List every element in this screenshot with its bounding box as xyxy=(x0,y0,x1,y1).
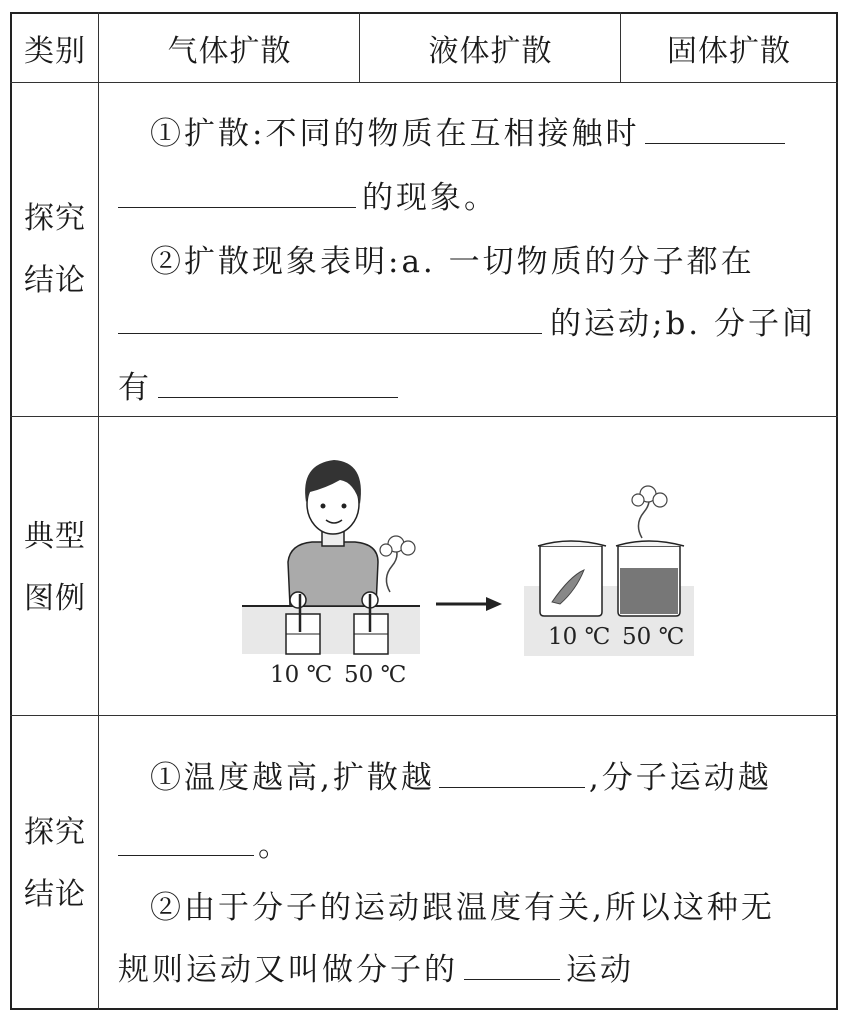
beaker-cold-after xyxy=(538,541,606,616)
label-line: 结论 xyxy=(24,877,86,912)
text: ,分子运动越 xyxy=(588,760,772,796)
answer-blank[interactable] xyxy=(118,332,542,334)
header-category: 类别 xyxy=(24,34,86,69)
text: 的运动;b. 分子间 xyxy=(550,306,816,342)
conclusion2-line-1 xyxy=(150,752,772,797)
row-label-illustration xyxy=(12,506,98,630)
conclusion-line-3: ②扩散现象表明:a. 一切物质的分子都在 xyxy=(150,244,755,280)
answer-blank[interactable] xyxy=(118,206,356,208)
row-divider xyxy=(10,416,838,417)
temp-cold-label: 10 ℃ xyxy=(270,662,333,688)
answer-blank[interactable] xyxy=(158,396,398,398)
student-figure xyxy=(288,460,378,608)
label-line: 结论 xyxy=(24,263,86,298)
steam-icon xyxy=(380,536,415,592)
table-surface xyxy=(242,606,420,654)
text: 的现象。 xyxy=(362,180,498,216)
diffusion-illustration xyxy=(230,452,710,702)
conclusion-line-2 xyxy=(118,172,498,217)
label-line: 图例 xyxy=(24,581,86,616)
answer-blank[interactable] xyxy=(439,786,585,788)
column-divider xyxy=(359,12,360,82)
temp-hot-after-label: 50 ℃ xyxy=(622,624,685,650)
answer-blank[interactable] xyxy=(118,854,254,856)
header-solid-diffusion: 固体扩散 xyxy=(667,34,791,69)
row-label-conclusion xyxy=(12,188,98,312)
temp-cold-after-label: 10 ℃ xyxy=(548,624,611,650)
answer-blank[interactable] xyxy=(464,978,560,980)
beaker-hot-after xyxy=(616,541,684,616)
answer-blank[interactable] xyxy=(645,142,785,144)
label-line: 典型 xyxy=(24,519,86,554)
column-divider xyxy=(620,12,621,82)
text: 运动 xyxy=(566,952,634,988)
steam-icon xyxy=(632,486,667,538)
text: 规则运动又叫做分子的 xyxy=(118,952,458,988)
header-liquid-diffusion: 液体扩散 xyxy=(428,34,553,69)
text: 。 xyxy=(258,828,292,864)
conclusion-line-1 xyxy=(150,108,785,153)
conclusion-line-5 xyxy=(118,362,398,407)
row-label-conclusion-2 xyxy=(12,802,98,926)
row-divider xyxy=(10,82,838,83)
row-divider xyxy=(10,715,838,716)
conclusion2-line-4 xyxy=(118,944,634,989)
label-line: 探究 xyxy=(24,815,86,850)
text: ①温度越高,扩散越 xyxy=(150,760,435,796)
column-divider xyxy=(98,12,99,1010)
label-line: 探究 xyxy=(24,201,86,236)
text: 有 xyxy=(118,370,152,406)
conclusion2-line-2 xyxy=(118,820,292,865)
arrow-icon xyxy=(436,597,502,611)
header-gas-diffusion: 气体扩散 xyxy=(167,34,292,69)
conclusion2-line-3: ②由于分子的运动跟温度有关,所以这种无 xyxy=(150,890,775,926)
text: ①扩散:不同的物质在互相接触时 xyxy=(150,116,640,152)
temp-hot-label: 50 ℃ xyxy=(344,662,407,688)
conclusion-line-4 xyxy=(118,298,816,343)
